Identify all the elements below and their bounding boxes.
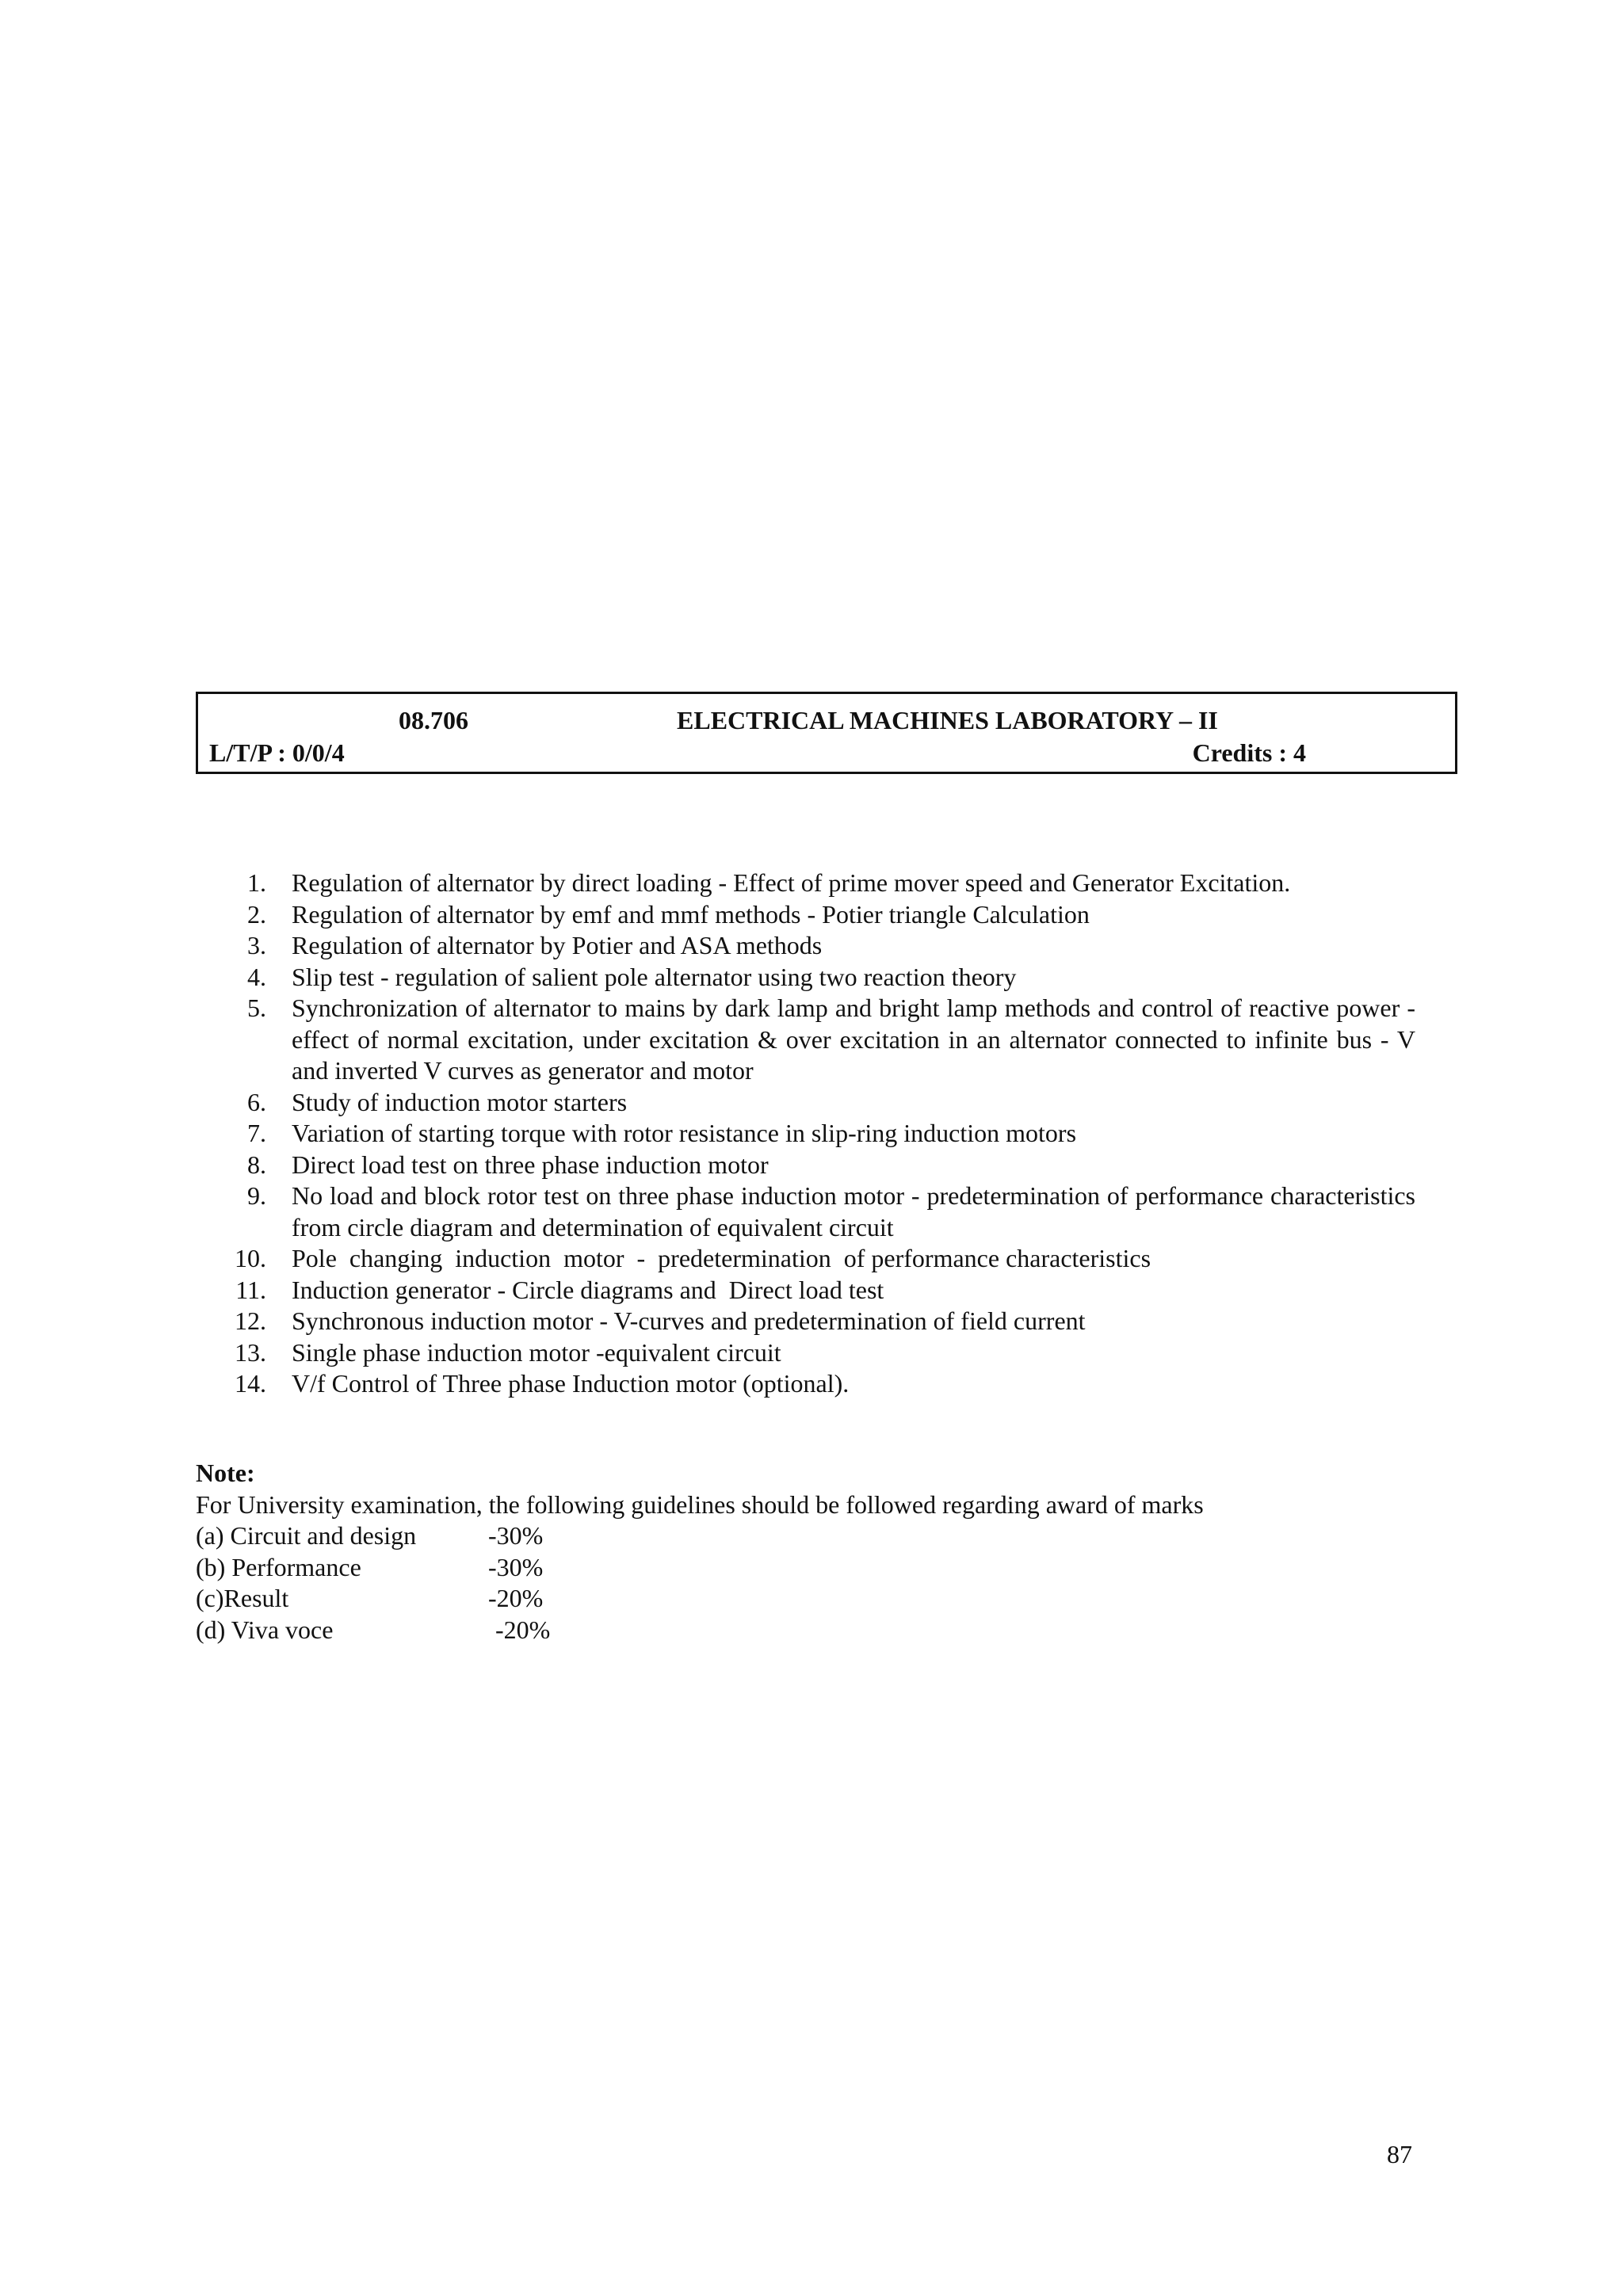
experiment-text: Synchronous induction motor - V-curves and predetermination of field current xyxy=(292,1306,1086,1335)
experiment-number: 14. xyxy=(235,1369,266,1398)
experiment-number: 10. xyxy=(235,1244,266,1272)
experiment-number: 6. xyxy=(247,1087,266,1116)
experiment-number: 8. xyxy=(247,1150,266,1179)
experiment-number: 13. xyxy=(235,1337,266,1367)
marks-label: (c)Result xyxy=(196,1584,289,1612)
experiment-text: Direct load test on three phase induction motor xyxy=(292,1150,769,1179)
experiment-number: 4. xyxy=(247,962,266,991)
marks-value: -30% xyxy=(488,1521,544,1550)
page-number: 87 xyxy=(1387,2140,1412,2168)
experiment-text: Regulation of alternator by direct loading - Effect of prime mover speed and Generator Excitation. xyxy=(292,868,1291,897)
experiment-list xyxy=(230,868,1419,1400)
experiment-item xyxy=(230,1368,1415,1400)
experiment-item xyxy=(230,962,1415,994)
experiment-text: No load and block rotor test on three phase induction motor - predetermination of performance characteristics from circle diagram and determination of equivalent circuit xyxy=(292,1181,1415,1241)
experiment-number: 12. xyxy=(235,1306,266,1335)
experiment-text: Study of induction motor starters xyxy=(292,1087,628,1116)
marks-row xyxy=(196,1520,1204,1552)
experiment-item xyxy=(230,868,1415,899)
experiment-number: 11. xyxy=(235,1275,266,1304)
experiment-item xyxy=(230,1306,1415,1337)
experiment-text: Synchronization of alternator to mains by dark lamp and bright lamp methods and control of reactive power - effect of normal excitation, under excitation & over excitation in an alternator connected to infinite bus - V and inverted V curves as generator and motor xyxy=(292,994,1415,1085)
experiment-item xyxy=(230,993,1415,1087)
experiment-item xyxy=(230,1180,1415,1243)
course-code: 08.706 xyxy=(399,706,468,734)
marks-row xyxy=(196,1615,1204,1646)
experiment-text: Pole changing induction motor - predetermination of performance characteristics xyxy=(292,1244,1151,1272)
experiment-number: 5. xyxy=(247,994,266,1022)
marks-label: (b) Performance xyxy=(196,1552,361,1581)
experiment-text: Slip test - regulation of salient pole alternator using two reaction theory xyxy=(292,962,1017,991)
experiment-item xyxy=(230,1243,1415,1275)
experiment-text: Single phase induction motor -equivalent circuit xyxy=(292,1337,781,1367)
marks-value: -20% xyxy=(488,1584,544,1612)
experiment-number: 7. xyxy=(247,1119,266,1147)
experiment-item xyxy=(230,1337,1415,1369)
experiment-number: 3. xyxy=(247,931,266,959)
experiment-text: Regulation of alternator by emf and mmf methods - Potier triangle Calculation xyxy=(292,899,1090,929)
experiment-item xyxy=(230,930,1415,962)
experiment-text: V/f Control of Three phase Induction motor (optional). xyxy=(292,1369,850,1398)
marks-value: -30% xyxy=(488,1552,544,1581)
course-ltp: L/T/P : 0/0/4 xyxy=(209,738,345,767)
experiment-number: 1. xyxy=(247,868,266,897)
experiment-text: Induction generator - Circle diagrams and Direct load test xyxy=(292,1275,884,1304)
note-intro: For University examination, the following guidelines should be followed regarding award of marks xyxy=(196,1489,1204,1519)
marks-row xyxy=(196,1583,1204,1615)
course-header-box xyxy=(196,692,1457,774)
experiment-item xyxy=(230,899,1415,931)
note-section xyxy=(196,1458,1204,1646)
experiment-item xyxy=(230,1150,1415,1181)
experiment-text: Variation of starting torque with rotor resistance in slip-ring induction motors xyxy=(292,1119,1077,1147)
experiment-number: 2. xyxy=(247,899,266,929)
experiment-item xyxy=(230,1275,1415,1306)
course-credits: Credits : 4 xyxy=(1192,738,1306,767)
experiment-text: Regulation of alternator by Potier and ASA methods xyxy=(292,931,823,959)
experiment-item xyxy=(230,1118,1415,1150)
experiment-number: 9. xyxy=(247,1181,266,1210)
note-heading: Note: xyxy=(196,1459,255,1487)
marks-value: -20% xyxy=(495,1615,551,1644)
experiment-item xyxy=(230,1087,1415,1119)
marks-row xyxy=(196,1552,1204,1584)
marks-label: (a) Circuit and design xyxy=(196,1521,417,1550)
marks-label: (d) Viva voce xyxy=(196,1615,334,1644)
course-title: ELECTRICAL MACHINES LABORATORY – II xyxy=(677,706,1218,734)
